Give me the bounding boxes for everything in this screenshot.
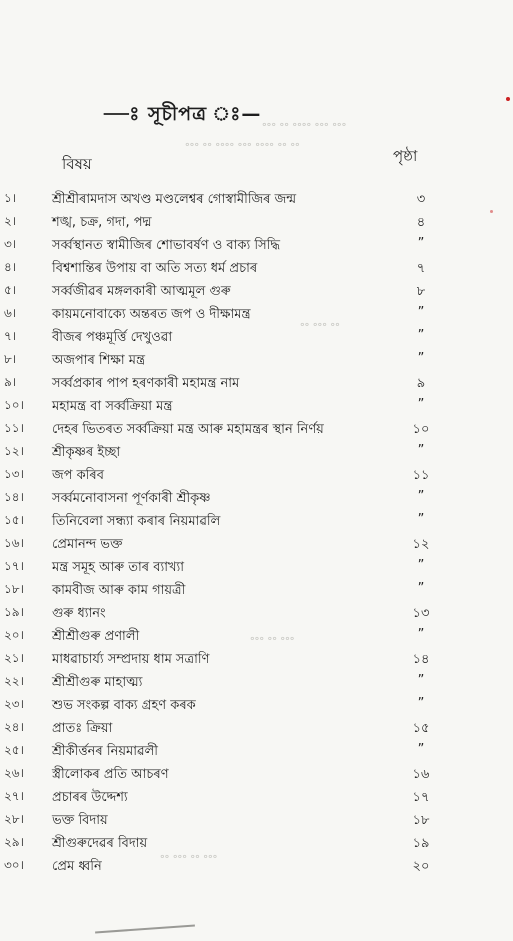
entry-page-number: ১৬ — [412, 767, 430, 782]
toc-row — [0, 259, 513, 281]
entry-title: শ্ৰীশ্ৰীগুৰু প্ৰণালী — [52, 629, 140, 644]
entry-title: বিশ্বশান্তিৰ উপায় বা অতি সত্য ধৰ্ম প্ৰচাৰ — [52, 261, 258, 276]
toc-row — [0, 351, 513, 373]
toc-row — [0, 581, 513, 603]
toc-row — [0, 535, 513, 557]
entry-page-number: ” — [417, 627, 425, 642]
entry-page-number: ১৪ — [412, 652, 430, 667]
entry-number: ২৩। — [4, 697, 24, 711]
toc-row — [0, 811, 513, 833]
toc-row — [0, 397, 513, 419]
entry-number: ২৪। — [4, 720, 24, 734]
entry-page-number: ৩ — [416, 192, 426, 207]
toc-row — [0, 788, 513, 810]
entry-number: ১৫। — [4, 513, 24, 527]
entry-number: ১৮। — [4, 582, 24, 596]
toc-row — [0, 834, 513, 856]
entry-page-number: ২০ — [412, 859, 430, 874]
entry-number: ৪। — [4, 260, 17, 274]
toc-row — [0, 282, 513, 304]
entry-number: ২২। — [4, 674, 24, 688]
toc-row — [0, 765, 513, 787]
entry-number: ১০। — [4, 398, 24, 412]
entry-number: ১৪। — [4, 490, 24, 504]
entry-page-number: ” — [417, 305, 425, 320]
toc-row — [0, 443, 513, 465]
page-title: —ঃ সূচীপত্ৰ ঃ— — [104, 103, 262, 125]
entry-number: ৮। — [4, 352, 17, 366]
entry-title: শঙ্খ, চক্ৰ, গদা, পদ্ম — [52, 215, 152, 230]
entry-number: ৩০। — [4, 858, 24, 872]
entry-page-number: ১৭ — [412, 790, 430, 805]
entry-number: ৫। — [4, 283, 17, 297]
bleed-through-text: ॰॰॰ ॰॰ ॰॰॰॰ ॰॰॰ ॰॰॰॰ ॰॰ ॰॰ — [185, 139, 300, 152]
entry-page-number: ১০ — [412, 422, 430, 437]
entry-title: শ্ৰীগুৰুদেৱৰ বিদায় — [52, 836, 148, 851]
entry-page-number: ” — [417, 558, 425, 573]
entry-page-number: ” — [417, 397, 425, 412]
entry-number: ১৯। — [4, 605, 24, 619]
entry-page-number: ৭ — [416, 261, 426, 276]
bleed-through-text: ॰॰॰ ॰॰ ॰॰॰॰ ॰॰॰ ॰॰॰ — [262, 119, 347, 132]
entry-title: গুৰু ধ্যানং — [52, 606, 106, 621]
entry-number: ১৬। — [4, 536, 24, 550]
toc-row — [0, 236, 513, 258]
entry-title: অজপাৰ শিক্ষা মন্ত্ৰ — [52, 353, 146, 368]
entry-number: ২৫। — [4, 743, 24, 757]
entry-page-number: ৪ — [416, 215, 426, 230]
entry-number: ২১। — [4, 651, 24, 665]
entry-title: প্ৰচাৰৰ উদ্দেশ্য — [52, 790, 128, 805]
entry-number: ১৩। — [4, 467, 24, 481]
entry-title: শ্ৰীকৃষ্ণৰ ইচ্ছা — [52, 445, 121, 460]
entry-number: ৩। — [4, 237, 17, 251]
entry-page-number: ১২ — [412, 537, 430, 552]
entry-page-number: ” — [417, 489, 425, 504]
entry-number: ২০। — [4, 628, 24, 642]
entry-number: ১৭। — [4, 559, 24, 573]
toc-row — [0, 374, 513, 396]
entry-title: সৰ্ব্বমনোবাসনা পূৰ্ণকাৰী শ্ৰীকৃষ্ণ — [52, 491, 211, 506]
entry-title: শ্ৰীকীৰ্ত্তনৰ নিয়মাৱলী — [52, 744, 158, 759]
entry-title: সৰ্ব্বস্থানত স্বামীজিৰ শোভাবৰ্ষণ ও বাক্য সিদ্ধি — [52, 238, 280, 253]
toc-row — [0, 719, 513, 741]
entry-title: ভক্ত বিদায় — [52, 813, 108, 828]
toc-row — [0, 213, 513, 235]
toc-row — [0, 190, 513, 212]
entry-page-number: ” — [417, 742, 425, 757]
toc-row — [0, 466, 513, 488]
entry-title: সৰ্ব্বপ্ৰকাৰ পাপ হৰণকাৰী মহামন্ত্ৰ নাম — [52, 376, 240, 391]
entry-title: প্ৰেমানন্দ ভক্ত — [52, 537, 123, 552]
entry-title: কায়মনোবাক্যে অন্তৰত জপ ও দীক্ষামন্ত্ৰ — [52, 307, 251, 322]
subject-column-header: বিষয় — [62, 155, 92, 173]
entry-number: ১২। — [4, 444, 24, 458]
entry-number: ৭। — [4, 329, 17, 343]
entry-title: প্ৰেম ধ্বনি — [52, 859, 102, 874]
entry-number: ২। — [4, 214, 17, 228]
entry-title: জপ কৰিব — [52, 468, 104, 483]
entry-page-number: ” — [417, 581, 425, 596]
toc-row — [0, 489, 513, 511]
toc-row — [0, 627, 513, 649]
entry-page-number: ” — [417, 443, 425, 458]
entry-title: দেহৰ ভিতৰত সৰ্ব্বক্ৰিয়া মন্ত্ৰ আৰু মহামন্ত্ৰৰ স্থান নিৰ্ণয় — [52, 422, 324, 437]
entry-page-number: ” — [417, 328, 425, 343]
entry-number: ১১। — [4, 421, 24, 435]
entry-title: মাধৱাচাৰ্য্য সম্প্ৰদায় ধাম সত্ৰাণি — [52, 652, 210, 667]
entry-number: ৯। — [4, 375, 17, 389]
entry-title: মন্ত্ৰ সমূহ আৰু তাৰ ব্যাখ্যা — [52, 560, 185, 575]
toc-row — [0, 328, 513, 350]
entry-page-number: ১৫ — [412, 721, 430, 736]
entry-page-number: ” — [417, 673, 425, 688]
bleed-through-text: ॰॰ ॰॰॰ ॰॰ ॰॰॰ — [160, 851, 218, 864]
entry-page-number: ” — [417, 236, 425, 251]
entry-page-number: ১১ — [412, 468, 430, 483]
entry-number: ২৭। — [4, 789, 24, 803]
bleed-through-text: ॰॰ ॰॰॰ ॰॰ — [300, 319, 340, 332]
entry-page-number: ” — [417, 512, 425, 527]
entry-page-number: ১৯ — [412, 836, 430, 851]
toc-row — [0, 558, 513, 580]
entry-title: শ্ৰীশ্ৰীগুৰু মাহাত্ম্য — [52, 675, 143, 690]
entry-page-number: ৯ — [416, 376, 426, 391]
entry-title: তিনিবেলা সন্ধ্যা কৰাৰ নিয়মাৱলি — [52, 514, 221, 529]
toc-row — [0, 673, 513, 695]
entry-page-number: ১৩ — [412, 606, 430, 621]
toc-row — [0, 650, 513, 672]
page-column-header: পৃষ্ঠা — [393, 147, 418, 165]
toc-row — [0, 420, 513, 442]
bleed-through-text: ॰॰॰ ॰॰ ॰॰॰ — [250, 633, 295, 646]
entry-page-number: ” — [417, 696, 425, 711]
entry-title: প্ৰাতঃ ক্ৰিয়া — [52, 721, 113, 736]
entry-page-number: ৮ — [416, 284, 426, 299]
toc-row — [0, 305, 513, 327]
entry-page-number: ১৮ — [412, 813, 430, 828]
entry-title: স্ত্ৰীলোকৰ প্ৰতি আচৰণ — [52, 767, 169, 782]
entry-title: বীজৰ পঞ্চমূৰ্ত্তি দেখুওৱা — [52, 330, 173, 345]
entry-title: শ্ৰীশ্ৰীৰামদাস অখণ্ড মণ্ডলেশ্বৰ গোস্বামীজিৰ জন্ম — [52, 192, 297, 207]
entry-page-number: ” — [417, 351, 425, 366]
toc-row — [0, 742, 513, 764]
toc-row — [0, 857, 513, 879]
entry-title: সৰ্ব্বজীৱৰ মঙ্গলকাৰী আত্মমূল গুৰু — [52, 284, 231, 299]
entry-title: কামবীজ আৰু কাম গায়ত্ৰী — [52, 583, 186, 598]
toc-row — [0, 604, 513, 626]
entry-number: ২৬। — [4, 766, 24, 780]
entry-number: ২৮। — [4, 812, 24, 826]
entry-number: ২৯। — [4, 835, 24, 849]
entry-title: শুভ সংকল্প বাক্য গ্ৰহণ কৰক — [52, 698, 196, 713]
entry-title: মহামন্ত্ৰ বা সৰ্ব্বক্ৰিয়া মন্ত্ৰ — [52, 399, 173, 414]
entry-number: ৬। — [4, 306, 17, 320]
entry-number: ১। — [4, 191, 17, 205]
toc-row — [0, 512, 513, 534]
toc-row — [0, 696, 513, 718]
